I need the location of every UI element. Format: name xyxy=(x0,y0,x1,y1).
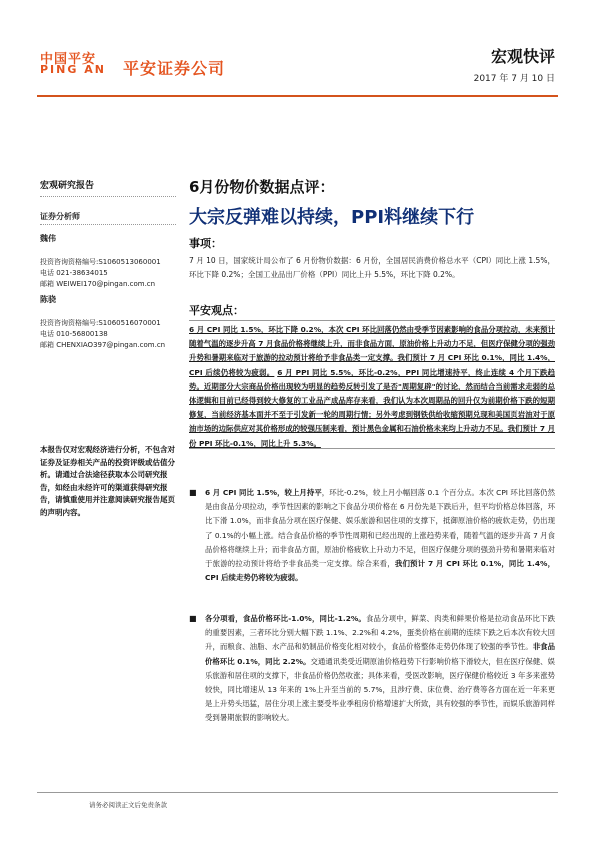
analyst-name: 陈骁 xyxy=(40,295,56,304)
bullet-tail: 我们预计 7 月 CPI 环比 0.1%，同比 1.4%，CPI 后续走势仍将较为疲弱。 xyxy=(205,559,555,583)
logo-cn: 中国平安 xyxy=(40,52,97,67)
bullet-lead: 各分项看，食品价格环比-1.0%，同比-1.2%。 xyxy=(205,614,366,623)
report-type: 宏观快评 xyxy=(490,47,555,66)
sidebar-disclaimer: 本报告仅对宏观经济进行分析，不包含对证券及证券相关产品的投资评级或估值分析。请通过合法途径获取本公司研究报告，如经由未经许可的渠道获得研究报告，请慎重使用并注意阅读研究报告尾页的声明内容。 xyxy=(40,445,175,517)
section-divider xyxy=(189,448,555,449)
analyst-name: 魏伟 xyxy=(40,234,56,243)
bullet-body: 交通通讯类受近期原油价格趋势下行影响价格下滑较大，但在医疗保健、娱乐旅游和居住项的支撑下，非食品价格仍然收涨；具体来看，受医改影响，医疗保健价格较近 3 年多来涨势较快，同比增速从 13 年来的 1%上升至当前的 5.7%，且涉疗费、床位费、治疗费等各方面在近一年来更是上升势头迅猛，居住分项上涨主要受毕业季租房价格增速扩大所致，具有较强的季节性，而娱乐旅游同样受到暑期旅假的影响较大。 xyxy=(205,656,555,723)
analyst-card xyxy=(40,294,165,351)
report-date: 2017 年 7 月 10 日 xyxy=(473,74,555,84)
report-subtitle: 6月份物价数据点评： xyxy=(189,178,335,196)
analyst-email[interactable]: 邮箱 CHENXIAO397@pingan.com.cn xyxy=(40,341,166,349)
highlights-body: 7 月 10 日，国家统计局公布了 6 月份物价数据：6 月份，全国居民消费价格总水平（CPI）同比上涨 1.5%，环比下降 0.2%；全国工业品出厂价格（PPI）同比上升 5.5%，环比下降 0.2%。 xyxy=(189,256,555,279)
sidebar-divider xyxy=(40,196,176,197)
company-name: 平安证券公司 xyxy=(123,59,226,78)
highlights-heading: 事项： xyxy=(189,237,222,250)
footer-disclaimer-link: 请务必阅读正文后免责条款 xyxy=(89,801,167,809)
analyst-heading: 证券分析师 xyxy=(40,212,80,221)
report-title: 大宗反弹难以持续，PPI料继续下行 xyxy=(189,207,475,228)
bullet-icon: ■ xyxy=(189,488,197,497)
bullet-cpi xyxy=(189,486,555,585)
bullet-body: 食品分项中，鲜菜、肉类和鲜果价格是拉动食品环比下跌的重要因素，三者环比分别大幅下跌 1.1%、2.2%和 4.2%，蛋类价格在前期的连续下跌之后本次有较大回升，而粮食、油脂、水产品和奶制品价格变化相对较小，食品价格整体走势仍体现了较强的季节性。 xyxy=(205,614,555,652)
summary-ppi: 6 月 PPI 同比 5.5%，环比-0.2%，PPI 同比增速持平，终止连续 4 个月下跌趋势。近期部分大宗商品价格出现较为明显的趋势反转引发了是否"周期复辟"的讨论，然而结合当前需求走弱的总体逻辑和目前已经得到较大修复的工业品产成品库存来看，我们认为本次周期品的回升仅为前期价格下跌的短期修复，当前经济基本面并不至于引发新一轮的周期行情；另外考虑到钢铁供给收缩预期兑现和美国页岩油对于原油市场的边际供应对其价格形成的较强压制来看，预计黑色金属和石油价格未来均上升动力不足。我们预计 7 月份 PPI 环比-0.1%，同比上升 5.3%。 xyxy=(189,367,555,448)
view-heading: 平安观点： xyxy=(189,304,244,317)
analyst-phone: 电话 010-56800138 xyxy=(40,330,108,338)
header-rule xyxy=(37,95,558,97)
section-divider xyxy=(189,320,555,321)
analyst-card xyxy=(40,233,161,290)
analyst-license: 投资咨询资格编号:S1060513060001 xyxy=(40,258,161,266)
logo-en: PING AN xyxy=(40,63,106,76)
analyst-email[interactable]: 邮箱 WEIWEI170@pingan.com.cn xyxy=(40,280,156,288)
bullet-lead: 6 月 CPI 同比 1.5%，较上月持平 xyxy=(205,488,322,497)
analyst-phone: 电话 021-38634015 xyxy=(40,269,108,277)
footer-rule xyxy=(37,792,558,793)
analyst-license: 投资咨询资格编号:S1060516070001 xyxy=(40,319,161,327)
summary-cpi: 6 月 CPI 同比 1.5%，环比下降 0.2%，本次 CPI 环比回落仍然由受季节因素影响的食品分项拉动，未来预计随着气温的逐步升高 7 月食品价格将继续上升，而非食品方面，原油价格上升动力不足，但医疗保健分项的强劲升势和暑期来临对于旅游的拉动预计将给予非食品类一定支撑。我们预计 7 月 CPI 环比 0.1%，同比 1.4%，CPI 后续仍将较为疲弱。 xyxy=(189,325,555,377)
bullet-body: ，环比-0.2%，较上月小幅回落 0.1 个百分点。本次 CPI 环比回落仍然是由食品分项拉动，季节性因素的影响之下食品分项价格在 6 月份先是下跌后升，但平均价格总体回落，环比下滑 1.0%，而非食品分项在医疗保健、娱乐旅游和居住项的支撑下，抵御原油价格的疲软走势，仍出现了 0.1%的小幅上涨。结合食品价格的季节性周期和已经出现的上涨趋势来看，随着气温的逐步升高 7 月食品价格将继续上升；而非食品方面，原油价格疲软上升动力不足，但医疗保健分项的强劲升势和暑期来临对于旅游的拉动预计将给予非食品类一定支撑。综合来看， xyxy=(205,488,555,569)
summary-box xyxy=(189,323,555,451)
bullet-mid: 非食品价格环比 0.1%，同比 2.2%。 xyxy=(205,642,555,666)
report-category: 宏观研究报告 xyxy=(40,181,95,191)
sidebar-divider xyxy=(40,224,176,225)
bullet-components xyxy=(189,612,555,726)
bullet-icon: ■ xyxy=(189,614,197,623)
